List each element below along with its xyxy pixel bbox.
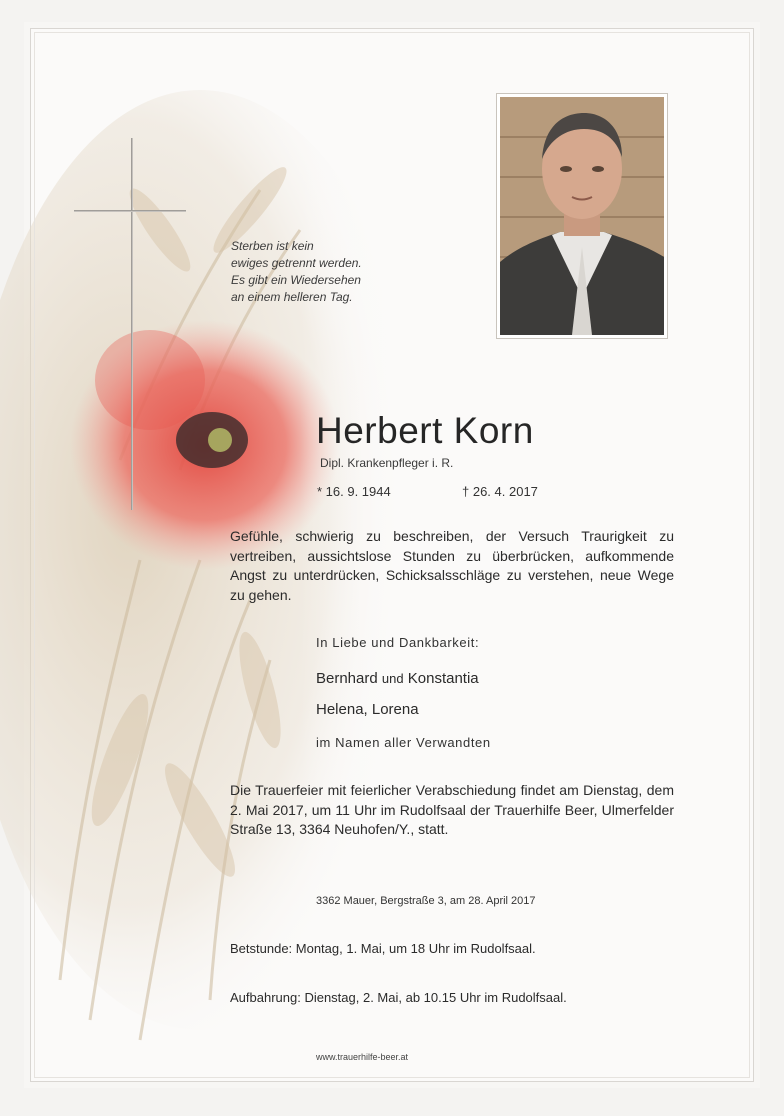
love-gratitude-line: In Liebe und Dankbarkeit:: [316, 635, 480, 650]
deceased-name: Herbert Korn: [316, 410, 534, 451]
cross-horizontal: [74, 210, 186, 212]
death-date: † 26. 4. 2017: [462, 484, 538, 499]
funeral-paragraph: Die Trauerfeier mit feierlicher Verabschiedung findet am Dienstag, dem 2. Mai 2017, um 11 Uhr im Rudolfsaal der Trauerhilfe Beer, Ulmerfelder Straße 13, 3364 Neuhofen/Y., statt.: [230, 782, 674, 837]
quote-line: Es gibt ein Wiedersehen: [231, 273, 361, 287]
place-date: 3362 Mauer, Bergstraße 3, am 28. April 2017: [316, 895, 536, 907]
memorial-quote: [231, 238, 362, 306]
quote-line: Sterben ist kein: [231, 239, 314, 253]
cross-vertical: [131, 138, 133, 510]
family-name: Bernhard: [316, 670, 378, 687]
portrait-image: [500, 97, 664, 335]
birth-date: * 16. 9. 1944: [317, 484, 391, 499]
family-line-2: Helena, Lorena: [316, 701, 419, 718]
family-line-1: [316, 670, 479, 687]
relatives-line: im Namen aller Verwandten: [316, 735, 491, 750]
memorial-paragraph: Gefühle, schwierig zu beschreiben, der Versuch Traurigkeit zu vertreiben, aussichtslose Stunden zu überbrücken, aufkommende Angst zu unterdrücken, Schicksalsschläge zu verstehen, neue Wege zu gehen.: [230, 528, 674, 603]
quote-line: an einem helleren Tag.: [231, 290, 353, 304]
prayer-service: Betstunde: Montag, 1. Mai, um 18 Uhr im Rudolfsaal.: [230, 941, 536, 956]
deceased-title: Dipl. Krankenpfleger i. R.: [320, 456, 454, 470]
portrait-photo: [496, 93, 668, 339]
website-link[interactable]: www.trauerhilfe-beer.at: [316, 1052, 409, 1062]
family-name: Konstantia: [407, 670, 479, 687]
quote-line: ewiges getrennt werden.: [231, 256, 362, 270]
family-and: und: [381, 671, 404, 686]
viewing-service: Aufbahrung: Dienstag, 2. Mai, ab 10.15 Uhr im Rudolfsaal.: [230, 990, 567, 1005]
